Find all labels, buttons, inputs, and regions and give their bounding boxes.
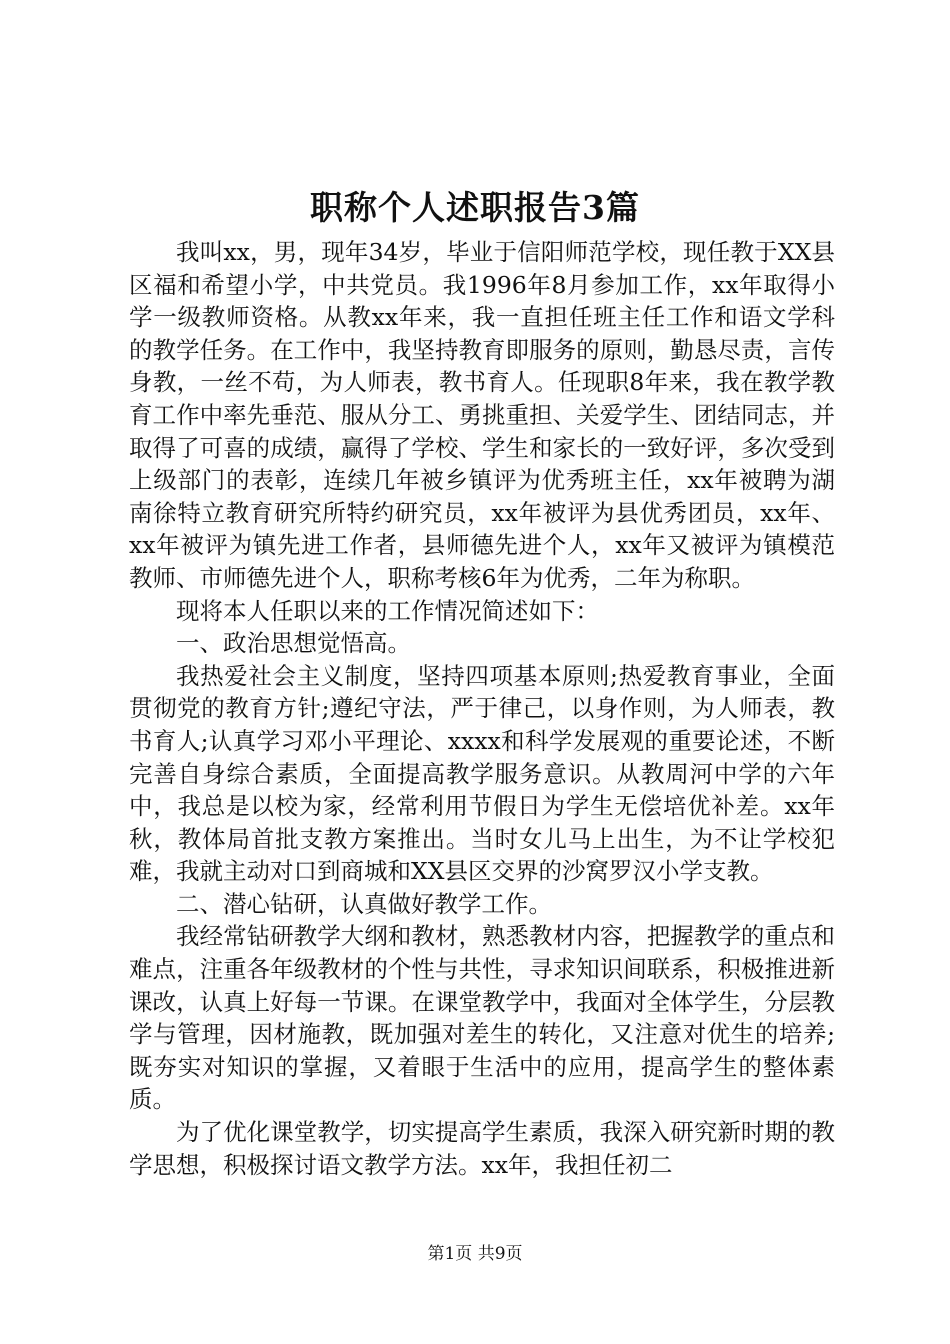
page-footer: 第1页 共9页 — [427, 1244, 523, 1264]
section-heading-teaching: 二、潜心钻研，认真做好教学工作。 — [176, 889, 552, 918]
document-title: 职称个人述职报告3篇 — [310, 188, 640, 227]
document-body — [129, 236, 835, 1181]
paragraph-teaching: 我经常钻研教学大纲和教材，熟悉教材内容，把握教学的重点和难点，注重各年级教材的个性与共性，寻求知识间联系，积极推进新课改，认真上好每一节课。在课堂教学中，我面对全体学生，分层教学与管理，因材施教，既加强对差生的转化，又注意对优生的培养;既夯实对知识的掌握，又着眼于生活中的应用，提高学生的整体素质。 — [129, 922, 835, 1114]
paragraph-classroom: 为了优化课堂教学，切实提高学生素质，我深入研究新时期的教学思想，积极探讨语文教学方法。xx年，我担任初二 — [129, 1118, 835, 1179]
section-heading-politics: 一、政治思想觉悟高。 — [176, 629, 411, 658]
paragraph-overview: 现将本人任职以来的工作情况简述如下： — [176, 596, 599, 625]
paragraph-politics: 我热爱社会主义制度，坚持四项基本原则;热爱教育事业，全面贯彻党的教育方针;遵纪守法，严于律己，以身作则，为人师表，教书育人;认真学习邓小平理论、xxxx和科学发展观的重要论述，不断完善自身综合素质，全面提高教学服务意识。从教周河中学的六年中，我总是以校为家，经常利用节假日为学生无偿培优补差。xx年秋，教体局首批支教方案推出。当时女儿马上出生，为不让学校犯难，我就主动对口到商城和XX县区交界的沙窝罗汉小学支教。 — [129, 661, 835, 886]
paragraph-intro: 我叫xx，男，现年34岁，毕业于信阳师范学校，现任教于XX县区福和希望小学，中共党员。我1996年8月参加工作，xx年取得小学一级教师资格。从教xx年来，我一直担任班主任工作和语文学科的教学任务。在工作中，我坚持教育即服务的原则，勤恳尽责，言传身教，一丝不苟，为人师表，教书育人。任现职8年来，我在教学教育工作中率先垂范、服从分工、勇挑重担、关爱学生、团结同志，并取得了可喜的成绩，赢得了学校、学生和家长的一致好评，多次受到上级部门的表彰，连续几年被乡镇评为优秀班主任，xx年被聘为湖南徐特立教育研究所特约研究员，xx年被评为县优秀团员，xx年、xx年被评为镇先进工作者，县师德先进个人，xx年又被评为镇模范教师、市师德先进个人，职称考核6年为优秀，二年为称职。 — [129, 238, 835, 592]
